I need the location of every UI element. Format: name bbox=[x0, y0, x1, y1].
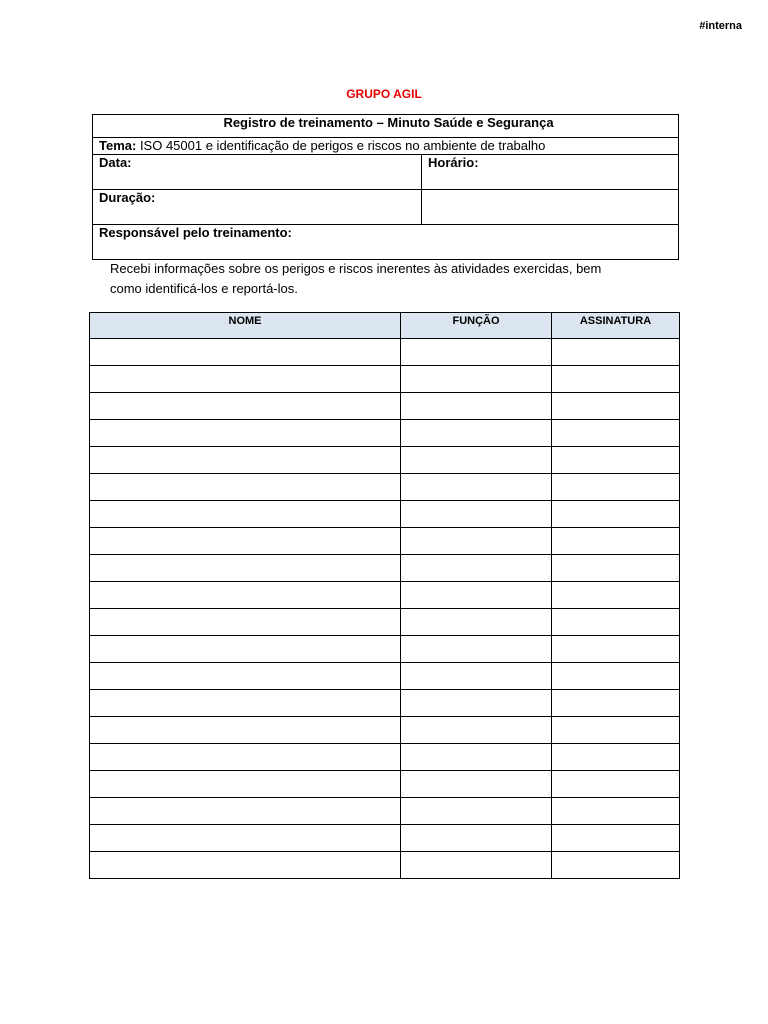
empty-field[interactable] bbox=[422, 190, 679, 225]
table-row bbox=[90, 771, 680, 798]
funcao-cell[interactable] bbox=[401, 474, 552, 501]
funcao-cell[interactable] bbox=[401, 717, 552, 744]
assinatura-cell[interactable] bbox=[552, 717, 680, 744]
horario-label: Horário: bbox=[428, 155, 479, 170]
table-row bbox=[90, 717, 680, 744]
nome-cell[interactable] bbox=[90, 501, 401, 528]
nome-cell[interactable] bbox=[90, 636, 401, 663]
assinatura-cell[interactable] bbox=[552, 366, 680, 393]
nome-cell[interactable] bbox=[90, 555, 401, 582]
funcao-cell[interactable] bbox=[401, 744, 552, 771]
table-row bbox=[90, 339, 680, 366]
funcao-cell[interactable] bbox=[401, 555, 552, 582]
table-row bbox=[90, 852, 680, 879]
table-row bbox=[90, 474, 680, 501]
assinatura-cell[interactable] bbox=[552, 744, 680, 771]
table-row bbox=[90, 501, 680, 528]
table-row bbox=[90, 555, 680, 582]
assinatura-cell[interactable] bbox=[552, 663, 680, 690]
assinatura-cell[interactable] bbox=[552, 798, 680, 825]
assinatura-cell[interactable] bbox=[552, 771, 680, 798]
nome-cell[interactable] bbox=[90, 852, 401, 879]
duracao-field[interactable] bbox=[93, 190, 422, 225]
assinatura-cell[interactable] bbox=[552, 528, 680, 555]
tema-label: Tema: bbox=[99, 138, 137, 153]
assinatura-cell[interactable] bbox=[552, 420, 680, 447]
nome-cell[interactable] bbox=[90, 420, 401, 447]
assinatura-cell[interactable] bbox=[552, 474, 680, 501]
nome-cell[interactable] bbox=[90, 393, 401, 420]
table-row bbox=[90, 528, 680, 555]
assinatura-cell[interactable] bbox=[552, 339, 680, 366]
funcao-cell[interactable] bbox=[401, 852, 552, 879]
nome-cell[interactable] bbox=[90, 663, 401, 690]
funcao-cell[interactable] bbox=[401, 771, 552, 798]
funcao-cell[interactable] bbox=[401, 393, 552, 420]
company-name: GRUPO AGIL bbox=[346, 87, 422, 101]
table-row bbox=[90, 636, 680, 663]
funcao-cell[interactable] bbox=[401, 420, 552, 447]
assinatura-cell[interactable] bbox=[552, 825, 680, 852]
funcao-cell[interactable] bbox=[401, 447, 552, 474]
data-label: Data: bbox=[99, 155, 132, 170]
nome-cell[interactable] bbox=[90, 474, 401, 501]
assinatura-cell[interactable] bbox=[552, 582, 680, 609]
table-row bbox=[90, 366, 680, 393]
attendance-rows bbox=[90, 339, 680, 879]
tema-value: ISO 45001 e identificação de perigos e riscos no ambiente de trabalho bbox=[136, 138, 546, 153]
funcao-cell[interactable] bbox=[401, 528, 552, 555]
duracao-label: Duração: bbox=[99, 190, 156, 205]
attendance-table bbox=[89, 312, 680, 879]
nome-cell[interactable] bbox=[90, 825, 401, 852]
nome-cell[interactable] bbox=[90, 366, 401, 393]
funcao-cell[interactable] bbox=[401, 609, 552, 636]
responsavel-label: Responsável pelo treinamento: bbox=[99, 225, 292, 240]
form-title: Registro de treinamento – Minuto Saúde e Segurança bbox=[93, 115, 679, 138]
horario-field[interactable] bbox=[422, 155, 679, 190]
column-header-funcao: FUNÇÃO bbox=[401, 313, 552, 339]
table-row bbox=[90, 798, 680, 825]
acknowledgement-line-1: Recebi informações sobre os perigos e riscos inerentes às atividades exercidas, bem bbox=[110, 261, 602, 276]
table-row bbox=[90, 825, 680, 852]
nome-cell[interactable] bbox=[90, 339, 401, 366]
table-row bbox=[90, 663, 680, 690]
funcao-cell[interactable] bbox=[401, 690, 552, 717]
tema-cell bbox=[93, 138, 679, 155]
assinatura-cell[interactable] bbox=[552, 555, 680, 582]
table-row bbox=[90, 393, 680, 420]
nome-cell[interactable] bbox=[90, 528, 401, 555]
responsavel-field[interactable] bbox=[93, 225, 679, 260]
nome-cell[interactable] bbox=[90, 771, 401, 798]
nome-cell[interactable] bbox=[90, 609, 401, 636]
assinatura-cell[interactable] bbox=[552, 501, 680, 528]
funcao-cell[interactable] bbox=[401, 798, 552, 825]
nome-cell[interactable] bbox=[90, 690, 401, 717]
attendance-header-row bbox=[90, 313, 680, 339]
funcao-cell[interactable] bbox=[401, 636, 552, 663]
assinatura-cell[interactable] bbox=[552, 636, 680, 663]
acknowledgement-text bbox=[110, 259, 670, 299]
assinatura-cell[interactable] bbox=[552, 609, 680, 636]
column-header-nome: NOME bbox=[90, 313, 401, 339]
assinatura-cell[interactable] bbox=[552, 447, 680, 474]
funcao-cell[interactable] bbox=[401, 339, 552, 366]
table-row bbox=[90, 447, 680, 474]
training-header-table bbox=[92, 114, 679, 260]
table-row bbox=[90, 420, 680, 447]
column-header-assinatura: ASSINATURA bbox=[552, 313, 680, 339]
nome-cell[interactable] bbox=[90, 798, 401, 825]
funcao-cell[interactable] bbox=[401, 501, 552, 528]
table-row bbox=[90, 609, 680, 636]
funcao-cell[interactable] bbox=[401, 582, 552, 609]
assinatura-cell[interactable] bbox=[552, 852, 680, 879]
funcao-cell[interactable] bbox=[401, 366, 552, 393]
nome-cell[interactable] bbox=[90, 582, 401, 609]
nome-cell[interactable] bbox=[90, 447, 401, 474]
table-row bbox=[90, 744, 680, 771]
assinatura-cell[interactable] bbox=[552, 690, 680, 717]
funcao-cell[interactable] bbox=[401, 663, 552, 690]
nome-cell[interactable] bbox=[90, 717, 401, 744]
nome-cell[interactable] bbox=[90, 744, 401, 771]
table-row bbox=[90, 690, 680, 717]
classification-label: #interna bbox=[699, 20, 742, 32]
funcao-cell[interactable] bbox=[401, 825, 552, 852]
acknowledgement-line-2: como identificá-los e reportá-los. bbox=[110, 281, 298, 296]
table-row bbox=[90, 582, 680, 609]
assinatura-cell[interactable] bbox=[552, 393, 680, 420]
data-field[interactable] bbox=[93, 155, 422, 190]
